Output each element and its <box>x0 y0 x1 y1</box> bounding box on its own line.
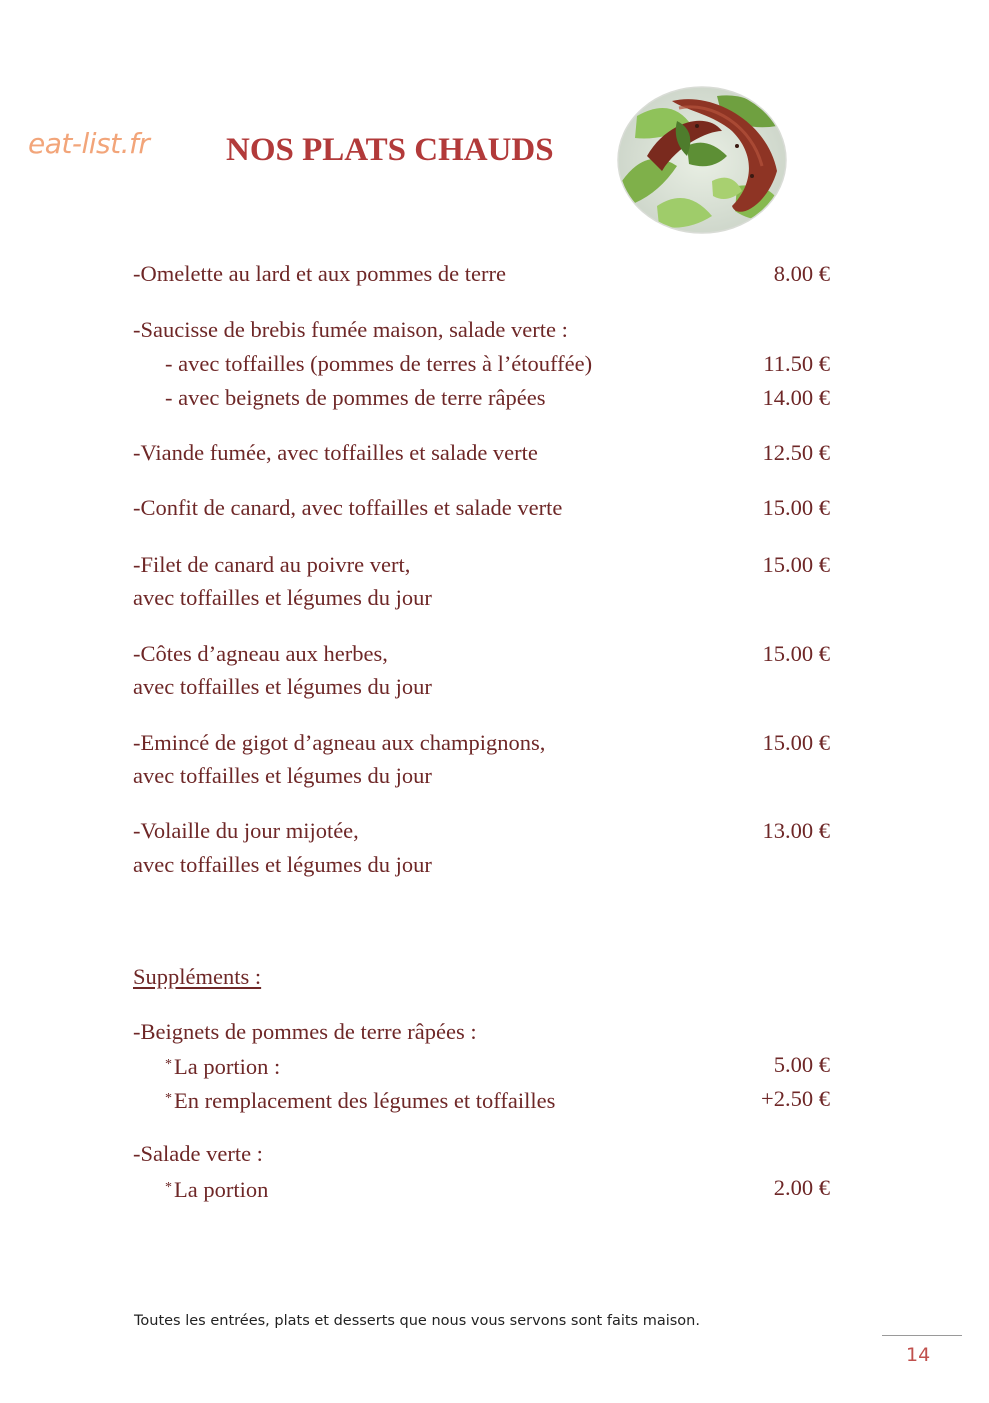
menu-item <box>133 491 830 525</box>
dish-price: 15.00 € <box>762 641 830 666</box>
supplement-price: 5.00 € <box>773 1052 830 1077</box>
supplement-item <box>133 1137 830 1171</box>
menu-item <box>133 347 830 381</box>
supplement-item <box>133 1015 830 1049</box>
dish-name: -Saucisse de brebis fumée maison, salade verte : <box>133 317 568 342</box>
supplements-heading: Suppléments : <box>133 964 262 989</box>
dish-name: -Côtes d’agneau aux herbes, <box>133 641 388 666</box>
asterisk-icon: * <box>165 1057 172 1072</box>
menu-item-continuation <box>133 759 830 793</box>
dish-description: avec toffailles et légumes du jour <box>133 674 432 699</box>
supplement-name: -Salade verte : <box>133 1141 263 1166</box>
watermark: eat-list.fr <box>28 127 150 160</box>
dish-price: 12.50 € <box>762 440 830 465</box>
menu-item <box>133 436 830 470</box>
page-number: 14 <box>906 1344 931 1366</box>
menu-item <box>133 726 830 760</box>
supplement-item <box>133 1048 830 1082</box>
dish-price: 15.00 € <box>762 552 830 577</box>
menu-item <box>133 257 830 291</box>
dish-price: 8.00 € <box>773 261 830 286</box>
supplement-item <box>133 1171 830 1205</box>
supplement-option: En remplacement des légumes et toffailles <box>174 1088 556 1113</box>
dish-price: 14.00 € <box>762 385 830 410</box>
asterisk-icon: * <box>165 1180 172 1195</box>
menu-item-continuation <box>133 848 830 882</box>
dish-description: avec toffailles et légumes du jour <box>133 763 432 788</box>
menu-item <box>133 313 830 347</box>
page-number-rule <box>882 1335 962 1336</box>
page-title: NOS PLATS CHAUDS <box>226 132 554 168</box>
dish-name: -Viande fumée, avec toffailles et salade verte <box>133 440 538 465</box>
dish-name: -Confit de canard, avec toffailles et salade verte <box>133 495 563 520</box>
menu-item-continuation <box>133 581 830 615</box>
dish-price: 11.50 € <box>763 351 830 376</box>
supplement-option: La portion : <box>174 1054 281 1079</box>
menu-item <box>133 381 830 415</box>
asterisk-icon: * <box>165 1091 172 1106</box>
menu-item <box>133 548 830 582</box>
dish-description: avec toffailles et légumes du jour <box>133 585 432 610</box>
dish-price: 13.00 € <box>762 818 830 843</box>
supplement-price: +2.50 € <box>761 1086 830 1111</box>
dish-option: - avec beignets de pommes de terre râpées <box>165 385 546 410</box>
dish-description: avec toffailles et légumes du jour <box>133 852 432 877</box>
menu-item-continuation <box>133 670 830 704</box>
supplement-name: -Beignets de pommes de terre râpées : <box>133 1019 477 1044</box>
supplement-price: 2.00 € <box>773 1175 830 1200</box>
supplement-option: La portion <box>174 1177 269 1202</box>
dish-option: - avec toffailles (pommes de terres à l’étouffée) <box>165 351 593 376</box>
footer-note: Toutes les entrées, plats et desserts que nous vous servons sont faits maison. <box>134 1313 700 1329</box>
menu-item <box>133 814 830 848</box>
grilled-sausage-salad-photo <box>617 86 787 234</box>
dish-price: 15.00 € <box>762 495 830 520</box>
dish-price: 15.00 € <box>762 730 830 755</box>
dish-name: -Volaille du jour mijotée, <box>133 818 359 843</box>
menu-item <box>133 637 830 671</box>
dish-name: -Emincé de gigot d’agneau aux champignons, <box>133 730 546 755</box>
dish-name: -Omelette au lard et aux pommes de terre <box>133 261 506 286</box>
dish-name: -Filet de canard au poivre vert, <box>133 552 411 577</box>
supplement-item <box>133 1082 830 1116</box>
